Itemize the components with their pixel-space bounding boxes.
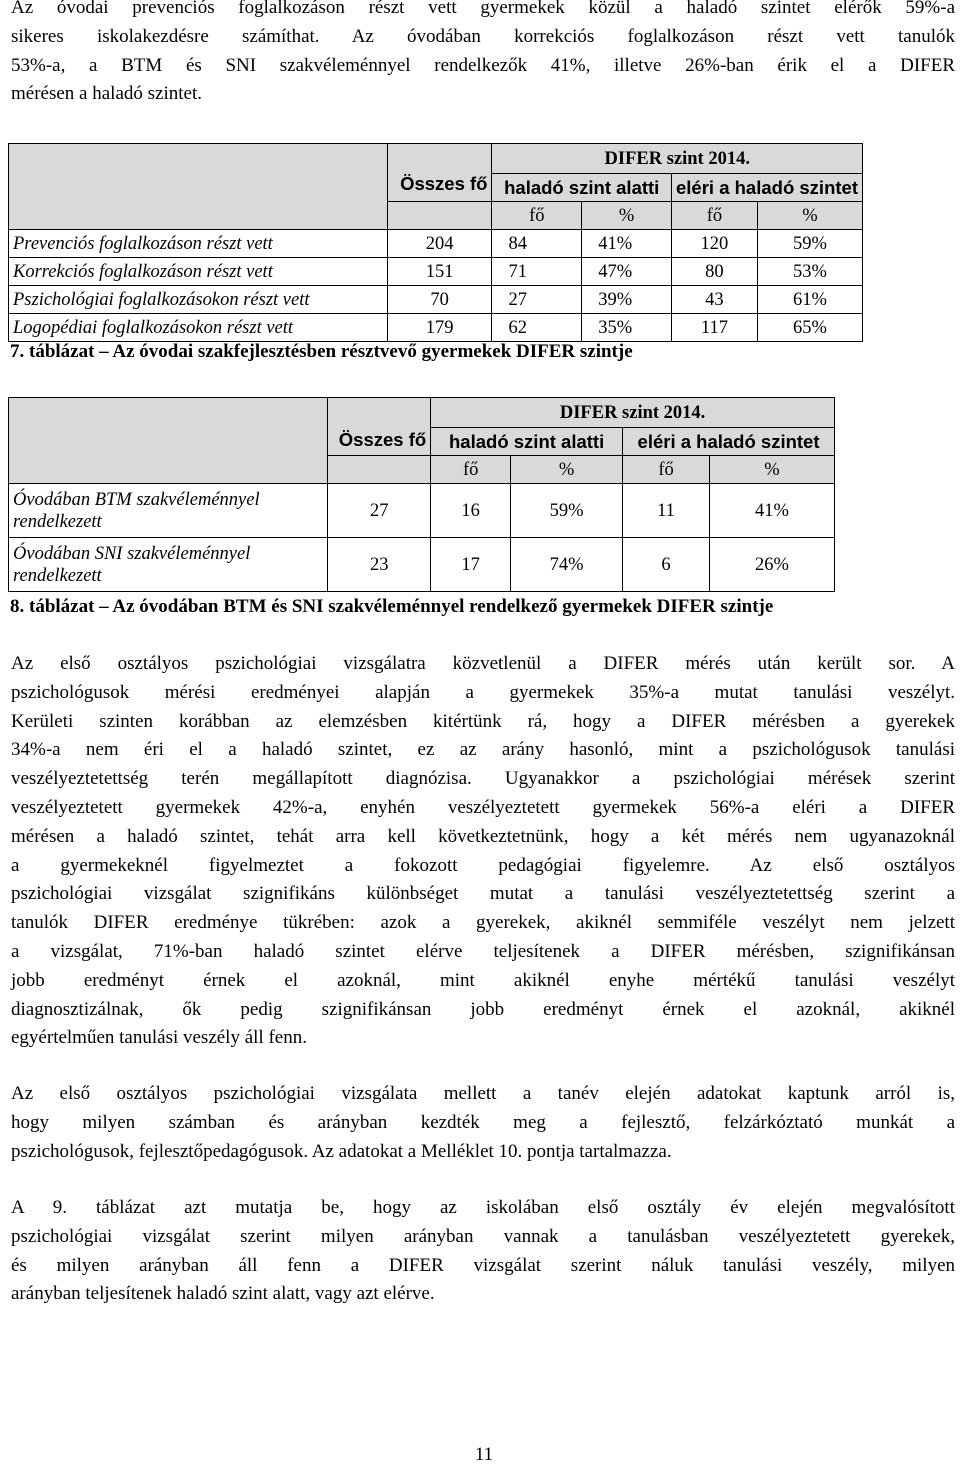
text-line: pszichológiai vizsgálat szignifikáns különbséget mutat a tanulási veszélyeztetettség szerint a [11, 883, 955, 905]
text-line: veszélyeztetettség terén megállapított diagnózisa. Ugyanakkor a pszichológiai mérések szerint [11, 768, 955, 790]
below-pct-cell: 39% [582, 286, 672, 314]
reach-count-cell: 6 [623, 538, 710, 592]
row-label: Prevenciós foglalkozáson részt vett [9, 230, 388, 258]
row-label: Korrekciós foglalkozáson részt vett [9, 258, 388, 286]
table-row [9, 286, 863, 314]
table-row [9, 314, 863, 342]
text-line: arányban teljesítenek haladó szint alatt, vagy azt elérve. [11, 1283, 435, 1305]
text-line: veszélyeztetett gyermekek 42%-a, enyhén veszélyeztetett gyermekek 56%-a eléri a DIFER [11, 796, 955, 818]
below-count-cell: 71 [492, 258, 582, 286]
unit-count: fő [492, 202, 582, 230]
text-line: pszichológusok, fejlesztőpedagógusok. Az adatokat a Melléklet 10. pontja tartalmazza. [11, 1140, 672, 1162]
reach-count-cell: 43 [671, 286, 757, 314]
text-line: Az óvodai prevenciós foglalkozáson részt vett gyermekek közül a haladó szintet elérők 59%-a [11, 0, 955, 18]
table-row [9, 484, 835, 538]
analysis-paragraph [11, 650, 955, 1053]
total-cell: 179 [387, 314, 492, 342]
table-header-blank [9, 144, 388, 230]
table-row [9, 258, 863, 286]
text-line: pszichológiai vizsgálat szerint milyen arányban vannak a tanulásban veszélyeztetett gyerekek, [11, 1225, 955, 1247]
table-8-difer-level [8, 397, 835, 592]
text-line: mérésen a haladó szintet. [11, 83, 202, 105]
col-header-below: haladó szint alatti [492, 174, 672, 202]
reach-pct-cell: 59% [757, 230, 862, 258]
total-cell: 204 [387, 230, 492, 258]
reach-pct-cell: 61% [757, 286, 862, 314]
text-line: Az első osztályos pszichológiai vizsgálata mellett a tanév elején adatokat kaptunk arról is, [11, 1083, 955, 1104]
data-source-paragraph [11, 1080, 955, 1166]
reach-pct-cell: 65% [757, 314, 862, 342]
row-label: Pszichológiai foglalkozásokon részt vett [9, 286, 388, 314]
text-line: egyértelműen tanulási veszély áll fenn. [11, 1027, 307, 1049]
text-line: és milyen arányban áll fenn a DIFER vizsgálat szerint náluk tanulási veszély, milyen [11, 1254, 955, 1276]
unit-pct: % [710, 456, 835, 484]
below-pct-cell: 74% [511, 538, 623, 592]
unit-pct: % [757, 202, 862, 230]
table-row [9, 230, 863, 258]
below-count-cell: 17 [431, 538, 511, 592]
reach-count-cell: 80 [671, 258, 757, 286]
table-row [9, 538, 835, 592]
total-header: Összes fő [328, 398, 431, 456]
text-line: 34%-a nem éri el a haladó szintet, ez az arány hasonló, mint a pszichológusok tanulási [11, 739, 955, 761]
unit-count: fő [671, 202, 757, 230]
text-line: diagnosztizálnak, ők pedig szignifikánsan jobb eredményt érnek el azoknál, akiknél [11, 998, 955, 1020]
below-count-cell: 16 [431, 484, 511, 538]
col-header-reach: eléri a haladó szintet [623, 428, 835, 456]
total-cell: 151 [387, 258, 492, 286]
unit-count: fő [431, 456, 511, 484]
text-line: jobb eredményt érnek el azoknál, mint akiknél enyhe mértékű tanulási veszélyt [11, 969, 955, 991]
text-line: a vizsgálat, 71%-ban haladó szintet elérve teljesítenek a DIFER mérésben, szignifikánsan [11, 940, 955, 962]
below-pct-cell: 41% [582, 230, 672, 258]
table-7-caption: 7. táblázat – Az óvodai szakfejlesztésben résztvevő gyermekek DIFER szintje [10, 341, 633, 362]
col-header-reach: eléri a haladó szintet [671, 174, 862, 202]
table-8-caption: 8. táblázat – Az óvodában BTM és SNI szakvéleménnyel rendelkező gyermekek DIFER szintje [10, 596, 774, 617]
text-line: sikeres iskolakezdésre számíthat. Az óvodában korrekciós foglalkozáson részt vett tanulók [11, 25, 955, 47]
reach-count-cell: 11 [623, 484, 710, 538]
text-line: mérésen a haladó szintet, tehát arra kell következtetnünk, hogy a két mérés nem ugyanazoknál [11, 825, 955, 847]
total-cell: 70 [387, 286, 492, 314]
col-header-below: haladó szint alatti [431, 428, 623, 456]
reach-pct-cell: 41% [710, 484, 835, 538]
reach-count-cell: 117 [671, 314, 757, 342]
below-count-cell: 27 [492, 286, 582, 314]
below-count-cell: 62 [492, 314, 582, 342]
below-pct-cell: 35% [582, 314, 672, 342]
text-line: Az első osztályos pszichológiai vizsgálatra közvetlenül a DIFER mérés után került sor. A [11, 653, 955, 674]
row-label: Logopédiai foglalkozásokon részt vett [9, 314, 388, 342]
reach-pct-cell: 26% [710, 538, 835, 592]
unit-pct: % [511, 456, 623, 484]
group-header: DIFER szint 2014. [492, 144, 863, 174]
reach-count-cell: 120 [671, 230, 757, 258]
below-count-cell: 84 [492, 230, 582, 258]
text-line: 53%-a, a BTM és SNI szakvéleménnyel rendelkezők 41%, illetve 26%-ban érik el a DIFER [11, 54, 955, 76]
intro-paragraph [11, 0, 955, 109]
unit-cell-blank [328, 456, 431, 484]
text-line: a gyermekeknél figyelmeztet a fokozott pedagógiai figyelemre. Az első osztályos [11, 854, 955, 876]
text-line: tanulók DIFER eredménye tükrében: azok a gyerekek, akiknél semmiféle veszélyt nem jelzett [11, 912, 955, 934]
unit-cell-blank [387, 202, 492, 230]
table-9-intro-paragraph [11, 1194, 955, 1309]
unit-pct: % [582, 202, 672, 230]
text-line: hogy milyen számban és arányban kezdték meg a fejlesztő, felzárkóztató munkát a [11, 1111, 955, 1133]
text-line: A 9. táblázat azt mutatja be, hogy az iskolában első osztály év elején megvalósított [11, 1197, 955, 1218]
table-header-blank [9, 398, 328, 484]
page-number: 11 [474, 1444, 494, 1465]
total-cell: 23 [328, 538, 431, 592]
total-header: Összes fő [387, 144, 492, 202]
table-7-difer-level [8, 143, 863, 342]
row-label: Óvodában SNI szakvéleménnyel rendelkezett [9, 538, 328, 592]
below-pct-cell: 47% [582, 258, 672, 286]
total-cell: 27 [328, 484, 431, 538]
unit-count: fő [623, 456, 710, 484]
below-pct-cell: 59% [511, 484, 623, 538]
text-line: Kerületi szinten korábban az elemzésben kitértünk rá, hogy a DIFER mérésben a gyerekek [11, 710, 955, 732]
reach-pct-cell: 53% [757, 258, 862, 286]
group-header: DIFER szint 2014. [431, 398, 835, 428]
row-label: Óvodában BTM szakvéleménnyel rendelkezett [9, 484, 328, 538]
text-line: pszichológusok mérési eredményei alapján a gyermekek 35%-a mutat tanulási veszélyt. [11, 681, 955, 703]
